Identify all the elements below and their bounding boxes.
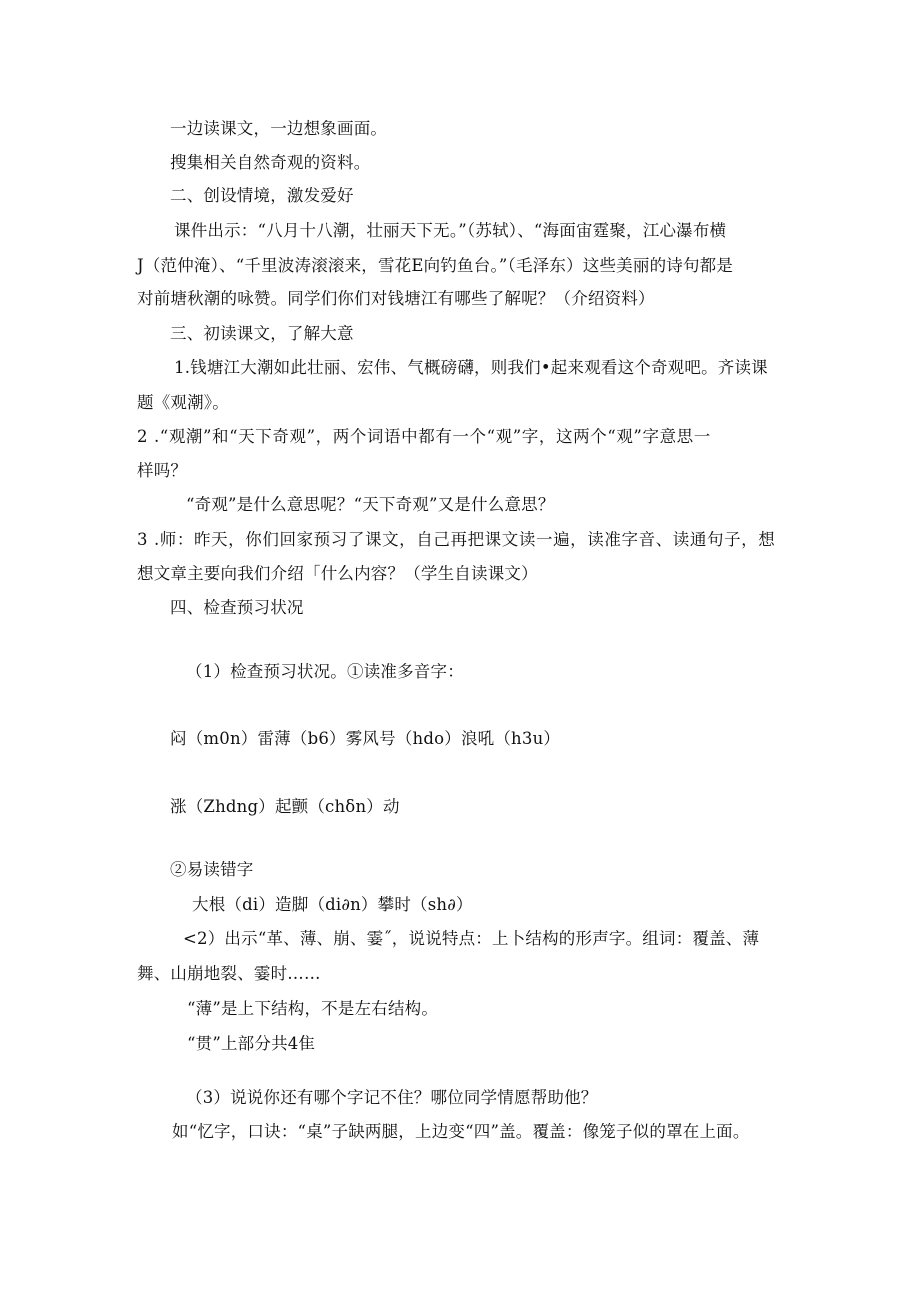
text-line-10: 2 .“观潮”和“天下奇观”，两个词语中都有一个“观”字，这两个“观”字意思一 (137, 427, 711, 446)
text-line-9: 题《观潮》。 (137, 393, 229, 412)
text-line-4: 课件出示：“八月十八潮，壮丽天下无。”（苏轼）、“海面宙霆聚，江心瀑布横 (174, 221, 727, 240)
text-line-6: 对前塘秋潮的咏赞。同学们你们对钱塘江有哪些了解呢？（介绍资料） (137, 289, 655, 308)
text-line-16: （1）检查预习状况。①读准多音字： (186, 662, 464, 681)
section-heading-4: 四、检查预习状况 (170, 598, 304, 617)
section-heading-2: 二、创设情境，激发爱好 (170, 186, 354, 205)
section-heading-3: 三、初读课文，了解大意 (170, 324, 354, 343)
text-line-17: 闷（m0n）雷薄（b6）雾风号（hdo）浪吼（h3u） (170, 729, 561, 748)
text-line-21: <2）出示“革、薄、崩、霎˝，说说特点：上卜结构的形声字。组词：覆盖、薄 (183, 929, 760, 948)
text-line-18: 涨（Zhdng）起颤（chδn）动 (170, 797, 400, 816)
text-line-22: 舞、山崩地裂、霎时…… (137, 964, 321, 983)
text-line-14: 想文章主要向我们介绍「什么内容？（学生自读课文） (137, 564, 538, 583)
text-line-20: 大根（di）造脚（di∂n）攀时（sh∂） (192, 895, 473, 914)
text-line-23: “薄”是上下结构，不是左右结构。 (187, 999, 439, 1018)
text-line-8: 1.钱塘江大潮如此壮丽、宏伟、气概磅礴，则我们•起来观看这个奇观吧。齐读课 (174, 358, 768, 377)
text-line-19: ②易读错字 (170, 860, 254, 879)
text-line-26: 如“忆字，口诀：“桌”子缺两腿，上边变“四”盖。覆盖：像笼子似的罩在上面。 (172, 1122, 750, 1141)
text-line-13: 3 .师：昨天，你们回家预习了课文，自己再把课文读一遍，读准字音、读通句子，想 (137, 530, 776, 549)
text-line-1: 一边读课文，一边想象画面。 (170, 119, 388, 138)
text-line-12: “奇观”是什么意思呢？“天下奇观”又是什么意思？ (186, 495, 555, 514)
text-line-2: 搜集相关自然奇观的资料。 (170, 153, 371, 172)
text-line-25: （3）说说你还有哪个字记不住？哪位同学情愿帮助他？ (186, 1088, 598, 1107)
text-line-5: J（范仲淹）、“千里波涛滚滚来，雪花E向钓鱼台。”（毛泽东）这些美丽的诗句都是 (137, 256, 734, 275)
text-line-24: “贯”上部分共4隹 (187, 1034, 316, 1053)
text-line-11: 样吗？ (137, 461, 188, 480)
